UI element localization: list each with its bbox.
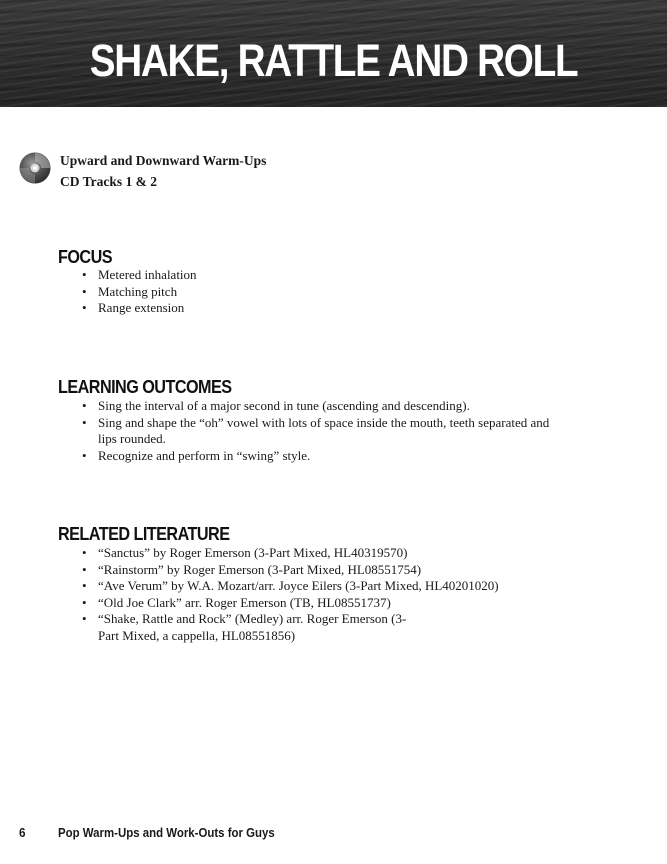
list-item: • Range extension	[80, 300, 560, 317]
focus-list	[80, 267, 560, 317]
list-item: • “Shake, Rattle and Rock” (Medley) arr. Roger Emerson (3-Part Mixed, a cappella, HL08551856)	[80, 611, 410, 644]
list-item: • “Sanctus” by Roger Emerson (3-Part Mixed, HL40319570)	[80, 545, 410, 562]
list-item: • Metered inhalation	[80, 267, 560, 284]
page-number: 6	[19, 825, 26, 840]
list-item: • Sing the interval of a major second in tune (ascending and descending).	[80, 398, 560, 415]
list-item: • Sing and shape the “oh” vowel with lots of space inside the mouth, teeth separated and lips rounded.	[80, 415, 560, 448]
list-item: • Matching pitch	[80, 284, 560, 301]
header-banner	[0, 0, 667, 107]
list-item: • “Old Joe Clark” arr. Roger Emerson (TB, HL08551737)	[80, 595, 410, 612]
page-title: SHAKE, RATTLE AND ROLL	[89, 35, 578, 86]
related-literature-heading: RELATED LITERATURE	[58, 524, 230, 544]
cd-track-numbers: CD Tracks 1 & 2	[60, 174, 157, 189]
list-item: • Recognize and perform in “swing” style.	[80, 448, 560, 465]
cd-tracks-info	[60, 150, 266, 192]
cd-disc-icon	[19, 152, 51, 184]
learning-outcomes-list	[80, 398, 560, 464]
learning-outcomes-heading: LEARNING OUTCOMES	[58, 377, 232, 397]
focus-heading: FOCUS	[58, 247, 113, 267]
list-item: • “Ave Verum” by W.A. Mozart/arr. Joyce Eilers (3-Part Mixed, HL40201020)	[80, 578, 410, 595]
book-title: Pop Warm-Ups and Work-Outs for Guys	[58, 825, 275, 840]
cd-exercise-title: Upward and Downward Warm-Ups	[60, 153, 267, 168]
list-item: • “Rainstorm” by Roger Emerson (3-Part Mixed, HL08551754)	[80, 562, 410, 579]
related-literature-list	[80, 545, 499, 644]
